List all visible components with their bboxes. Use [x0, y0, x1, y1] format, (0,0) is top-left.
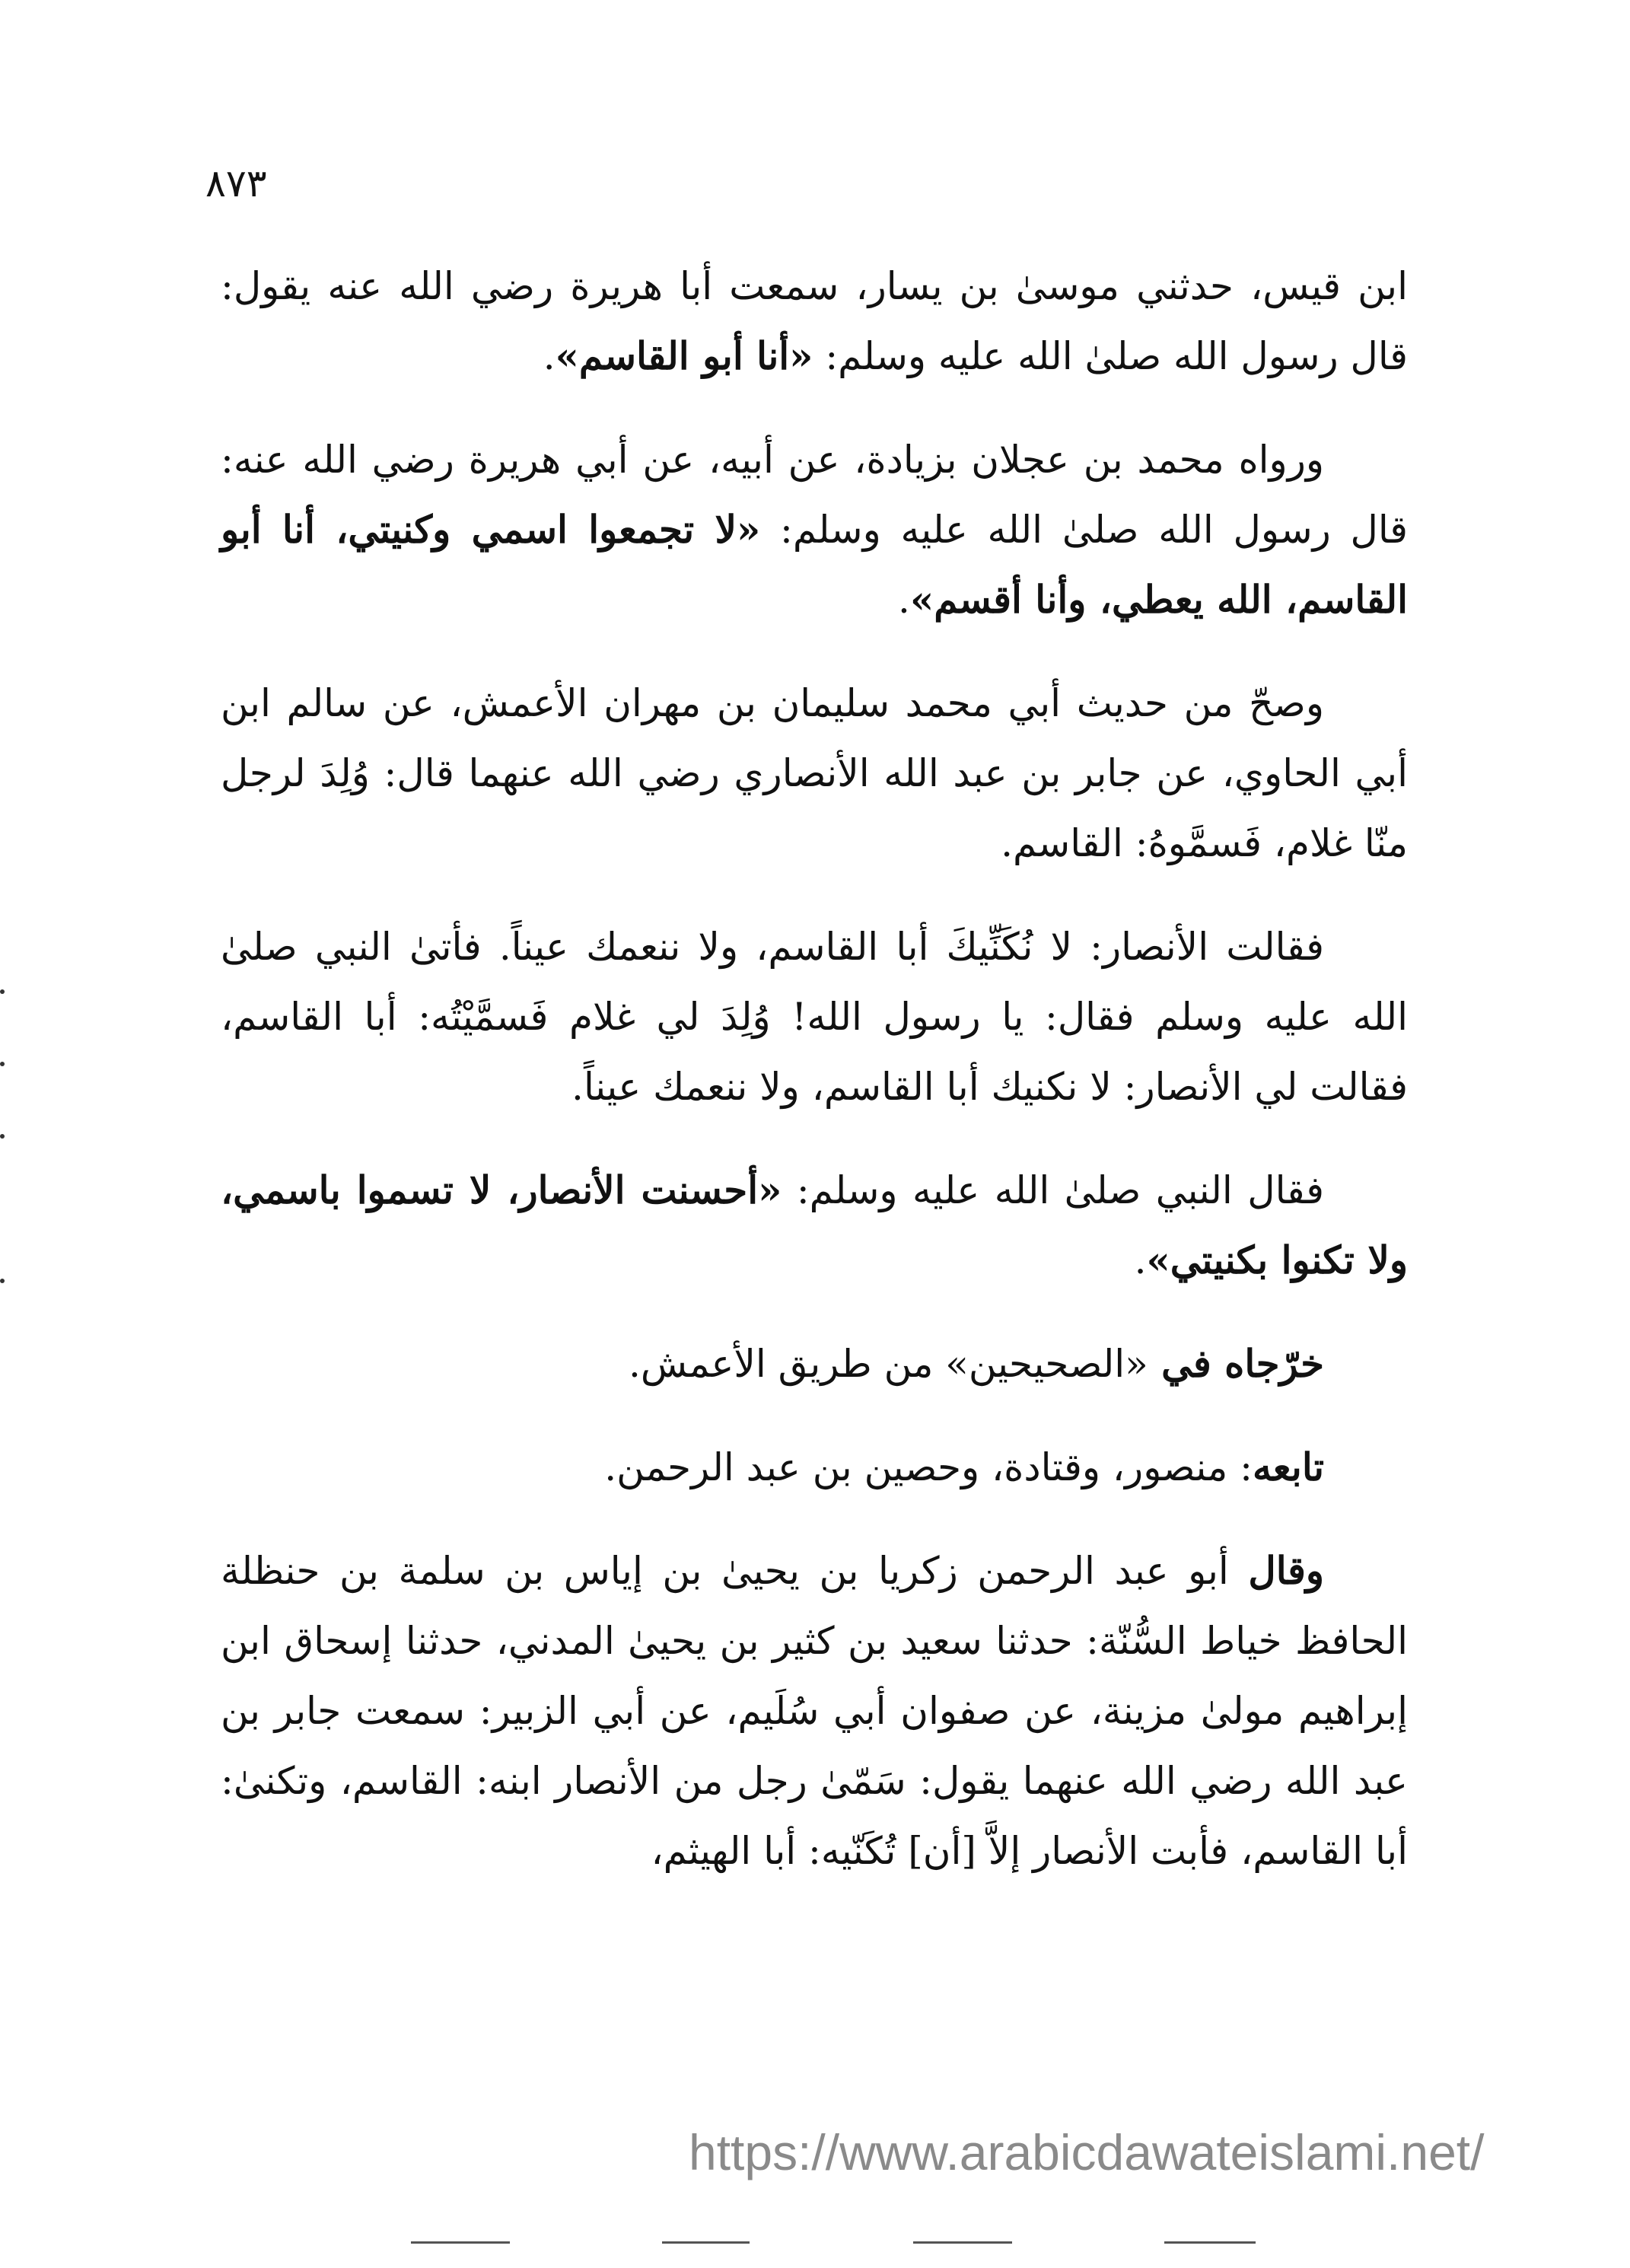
text-run: . — [898, 578, 910, 622]
paragraph-6 — [221, 1329, 1324, 1399]
paragraph-1 — [221, 251, 1408, 391]
text-run: : منصور، وقتادة، وحصين بن عبد الرحمن. — [604, 1445, 1253, 1489]
text-run: فقالت الأنصار: لا نُكَنِّيكَ أبا القاسم، ولا ننعمك عيناً. فأتىٰ النبي صلىٰ الله عليه وسلم فقال: يا رسول الله! وُلِدَ لي غلام فَسمَّيْتُه: أبا القاسم، فقالت لي الأنصار: لا نكنيك أبا القاسم، ولا ننعمك عيناً. — [221, 925, 1408, 1109]
divider — [913, 2241, 1012, 2244]
hadith-quote: «أحسنت الأنصار، لا تسموا باسمي، ولا تكنوا بكنيتي» — [221, 1167, 1408, 1282]
text-run: أبو عبد الرحمن زكريا بن يحيىٰ بن إياس بن سلمة بن حنظلة الحافظ خياط السُّنّة: حدثنا سعيد بن كثير بن يحيىٰ المدني، حدثنا إسحاق ابن إبراهيم مولىٰ مزينة، عن صفوان أبي سُلَيم، عن أبي الزبير: سمعت جابر بن عبد الله رضي الله عنهما يقول: سَمّىٰ رجل من الأنصار ابنه: القاسم، وتكنىٰ: أبا القاسم، فأبت الأنصار إلاَّ [أن] تُكَنّيه: أبا الهيثم، — [221, 1549, 1408, 1873]
footer-url: https://www.arabicdawateislami.net/ — [689, 2124, 1485, 2180]
text-run: تابعه — [1253, 1445, 1324, 1489]
divider — [411, 2241, 510, 2244]
paragraph-8 — [221, 1536, 1408, 1886]
paragraph-4 — [221, 912, 1408, 1122]
text-run: وصحّ من حديث أبي محمد سليمان بن مهران الأعمش، عن سالم ابن أبي الحاوي، عن جابر بن عبد الله الأنصاري رضي الله عنهما قال: وُلِدَ لرجل منّا غلام، فَسمَّوهُ: القاسم. — [221, 681, 1408, 865]
text-run: خرّجاه في — [1148, 1341, 1324, 1386]
page-number: ٨٧٣ — [205, 161, 267, 205]
scan-mark — [0, 1062, 5, 1066]
text-run: . — [543, 334, 556, 378]
paragraph-7 — [221, 1432, 1324, 1502]
divider — [662, 2241, 750, 2244]
scan-mark — [0, 1134, 5, 1139]
text-run: . — [1134, 1238, 1147, 1282]
text-run: وقال — [1248, 1548, 1324, 1593]
text-run: «الصحيحين» من طريق الأعمش. — [629, 1342, 1148, 1386]
text-run: ورواه محمد بن عجلان بزيادة، عن أبيه، عن أبي هريرة رضي الله عنه: قال رسول الله صلىٰ الله عليه وسلم: — [221, 438, 1408, 552]
paragraph-3 — [221, 668, 1408, 878]
paragraph-2 — [221, 425, 1408, 635]
hadith-quote: «أنا أبو القاسم» — [555, 333, 813, 378]
text-run: فقال النبي صلىٰ الله عليه وسلم: — [782, 1168, 1324, 1212]
scan-mark — [0, 989, 5, 994]
divider — [1164, 2241, 1256, 2244]
hadith-quote: «لا تجمعوا اسمي وكنيتي، أنا أبو القاسم، الله يعطي، وأنا أقسم» — [221, 507, 1408, 622]
text-run: ابن قيس، حدثني موسىٰ بن يسار، سمعت أبا هريرة رضي الله عنه يقول: قال رسول الله صلىٰ الله عليه وسلم: — [221, 264, 1408, 378]
paragraph-5 — [221, 1155, 1408, 1295]
page-body — [221, 251, 1408, 1919]
scan-mark — [0, 1279, 5, 1283]
